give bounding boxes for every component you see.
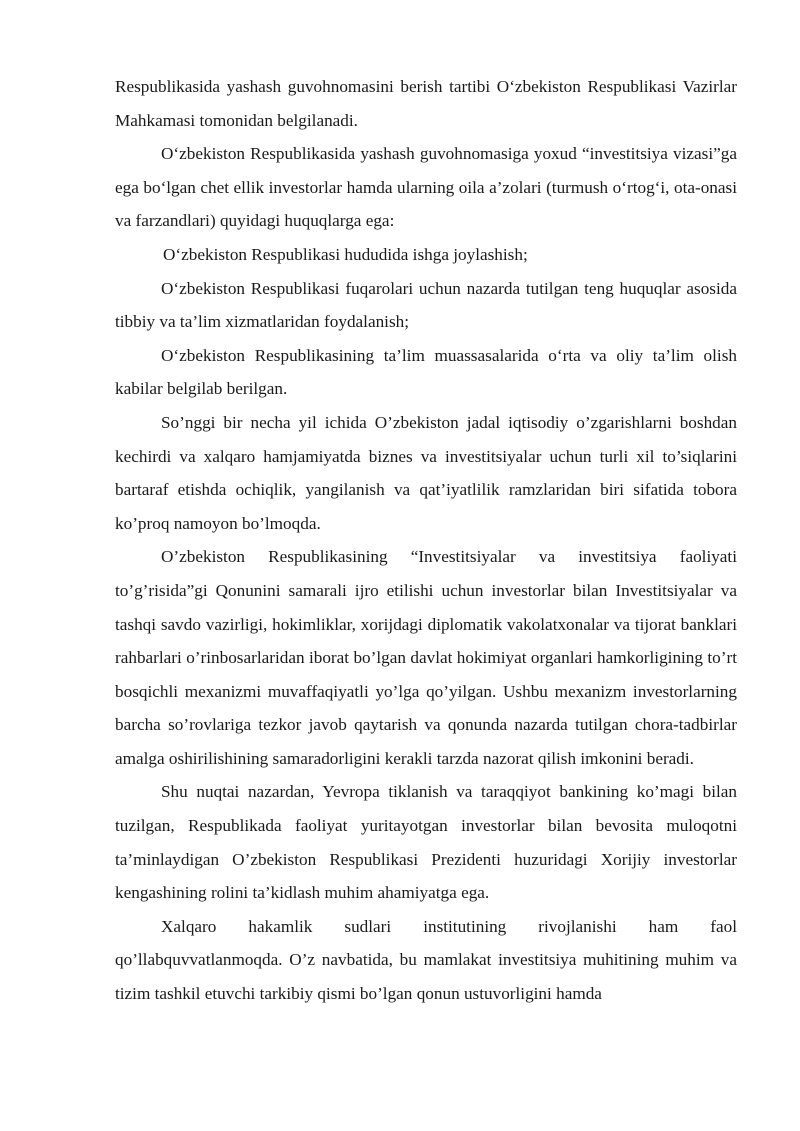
paragraph-4: O‘zbekiston Respublikasi fuqarolari uchun nazarda tutilgan teng huquqlar asosida tibbiy va ta’lim xizmatlaridan foydalanish; (115, 278, 737, 332)
paragraph-8: Shu nuqtai nazardan, Yevropa tiklanish va taraqqiyot bankining ko’magi bilan tuzilgan, Respublikada faoliyat yuritayotgan investorlar bilan bevosita muloqotni ta’minlaydigan O’zbekiston Respublikasi Prezidenti huzuridagi Xorijiy investorlar kengashining rolini ta’kidlash muhim ahamiyatga ega. (115, 782, 737, 903)
paragraph-9: Xalqaro hakamlik sudlari institutining rivojlanishi ham faol qo’llabquvvatlanmoqda. O’z navbatida, bu mamlakat investitsiya muhitining muhim va tizim tashkil etuvchi tarkibiy qismi bo’lgan qonun ustuvorligini hamda (115, 916, 737, 1004)
paragraph-5: O‘zbekiston Respublikasining ta’lim muassasalarida o‘rta va oliy ta’lim olish kabilar belgilab berilgan. (115, 345, 737, 399)
paragraph-2: O‘zbekiston Respublikasida yashash guvohnomasiga yoxud “investitsiya vizasi”ga ega bo‘lgan chet ellik investorlar hamda ularning oila a’zolari (turmush o‘rtog‘i, ota-onasi va farzandlari) quyidagi huquqlarga ega: (115, 144, 737, 231)
document-page (115, 70, 737, 1011)
paragraph-7: O’zbekiston Respublikasining “Investitsiyalar va investitsiya faoliyati to’g’risida”gi Qonunini samarali ijro etilishi uchun investorlar bilan Investitsiyalar va tashqi savdo vazirligi, hokimliklar, xorijdagi diplomatik vakolatxonalar va tijorat banklari rahbarlari o’rinbosarlaridan iborat bo’lgan davlat hokimiyat organlari hamkorligining to’rt bosqichli mexanizmi muvaffaqiyatli yo’lga qo’yilgan. Ushbu mexanizm investorlarning barcha so’rovlariga tezkor javob qaytarish va qonunda nazarda tutilgan chora-tadbirlar amalga oshirilishining samaradorligini kerakli tarzda nazorat qilish imkonini beradi. (115, 547, 737, 768)
paragraph-3: O‘zbekiston Respublikasi hududida ishga joylashish; (163, 244, 528, 264)
paragraph-6: So’nggi bir necha yil ichida O’zbekiston jadal iqtisodiy o’zgarishlarni boshdan kechirdi va xalqaro hamjamiyatda biznes va investitsiyalar uchun turli xil to’siqlarini bartaraf etishda ochiqlik, yangilanish va qat’iyatlilik ramzlaridan biri sifatida tobora ko’proq namoyon bo’lmoqda. (115, 412, 737, 533)
paragraph-1: Respublikasida yashash guvohnomasini berish tartibi O‘zbekiston Respublikasi Vazirlar Mahkamasi tomonidan belgilanadi. (115, 77, 737, 130)
